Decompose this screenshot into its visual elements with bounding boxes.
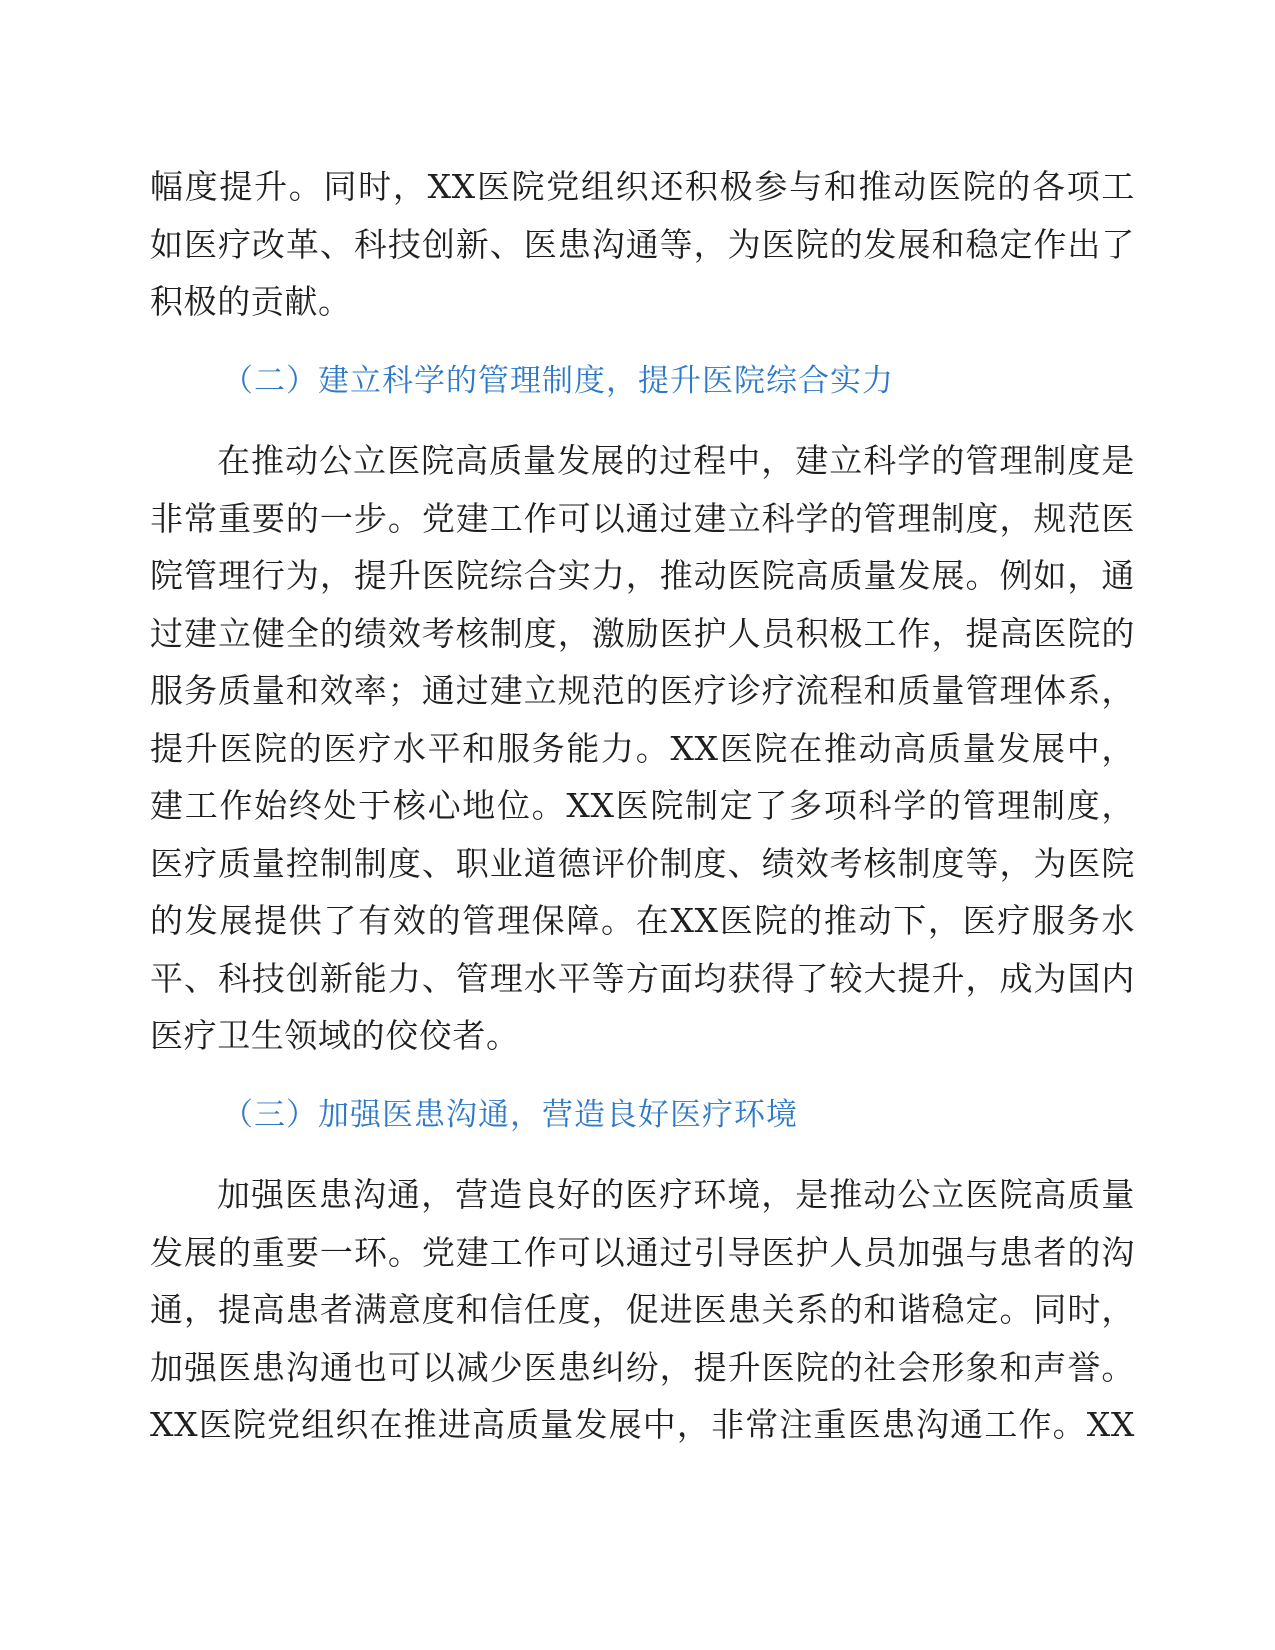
text-line: 建工作始终处于核心地位。XX医院制定了多项科学的管理制度， <box>150 786 1135 825</box>
text-line: 院管理行为，提升医院综合实力，推动医院高质量发展。例如，通 <box>150 556 1135 595</box>
paragraph-3 <box>150 1166 1135 1454</box>
text-line: 提升医院的医疗水平和服务能力。XX医院在推动高质量发展中， <box>150 728 1135 768</box>
text-line: XX医院党组织在推进高质量发展中，非常注重医患沟通工作。XX <box>150 1405 1135 1444</box>
spacer <box>150 410 1135 432</box>
text-line: 积极的贡献。 <box>150 282 352 321</box>
text-line: 服务质量和效率；通过建立规范的医疗诊疗流程和质量管理体系， <box>150 671 1135 710</box>
text-line: 幅度提升。同时，XX医院党组织还积极参与和推动医院的各项工 <box>150 167 1135 206</box>
paragraph-1 <box>150 158 1135 331</box>
text-line: 非常重要的一步。党建工作可以通过建立科学的管理制度，规范医 <box>150 498 1135 538</box>
text-line: 过建立健全的绩效考核制度，激励医护人员积极工作，提高医院的 <box>150 613 1135 653</box>
spacer <box>150 1144 1135 1166</box>
spacer <box>150 1065 1135 1087</box>
section-heading-2: （二）建立科学的管理制度，提升医院综合实力 <box>222 362 894 399</box>
section-heading-3: （三）加强医患沟通，营造良好医疗环境 <box>222 1096 798 1133</box>
text-line: 医疗质量控制制度、职业道德评价制度、绩效考核制度等，为医院 <box>150 843 1135 883</box>
text-line: 发展的重要一环。党建工作可以通过引导医护人员加强与患者的沟 <box>150 1232 1135 1272</box>
text-line: 的发展提供了有效的管理保障。在XX医院的推动下，医疗服务水 <box>150 901 1135 940</box>
text-line: 平、科技创新能力、管理水平等方面均获得了较大提升，成为国内 <box>150 958 1135 998</box>
text-line: 加强医患沟通，营造良好的医疗环境，是推动公立医院高质量 <box>217 1175 1135 1214</box>
text-line: 加强医患沟通也可以减少医患纠纷，提升医院的社会形象和声誉。 <box>150 1347 1135 1387</box>
text-line: 医疗卫生领域的佼佼者。 <box>150 1016 520 1055</box>
paragraph-2 <box>150 432 1135 1065</box>
document-body <box>150 158 1135 1454</box>
text-line: 在推动公立医院高质量发展的过程中，建立科学的管理制度是 <box>217 441 1135 480</box>
text-line: 如医疗改革、科技创新、医患沟通等，为医院的发展和稳定作出了 <box>150 224 1135 264</box>
text-line: 通，提高患者满意度和信任度，促进医患关系的和谐稳定。同时， <box>150 1290 1135 1329</box>
spacer <box>150 331 1135 353</box>
